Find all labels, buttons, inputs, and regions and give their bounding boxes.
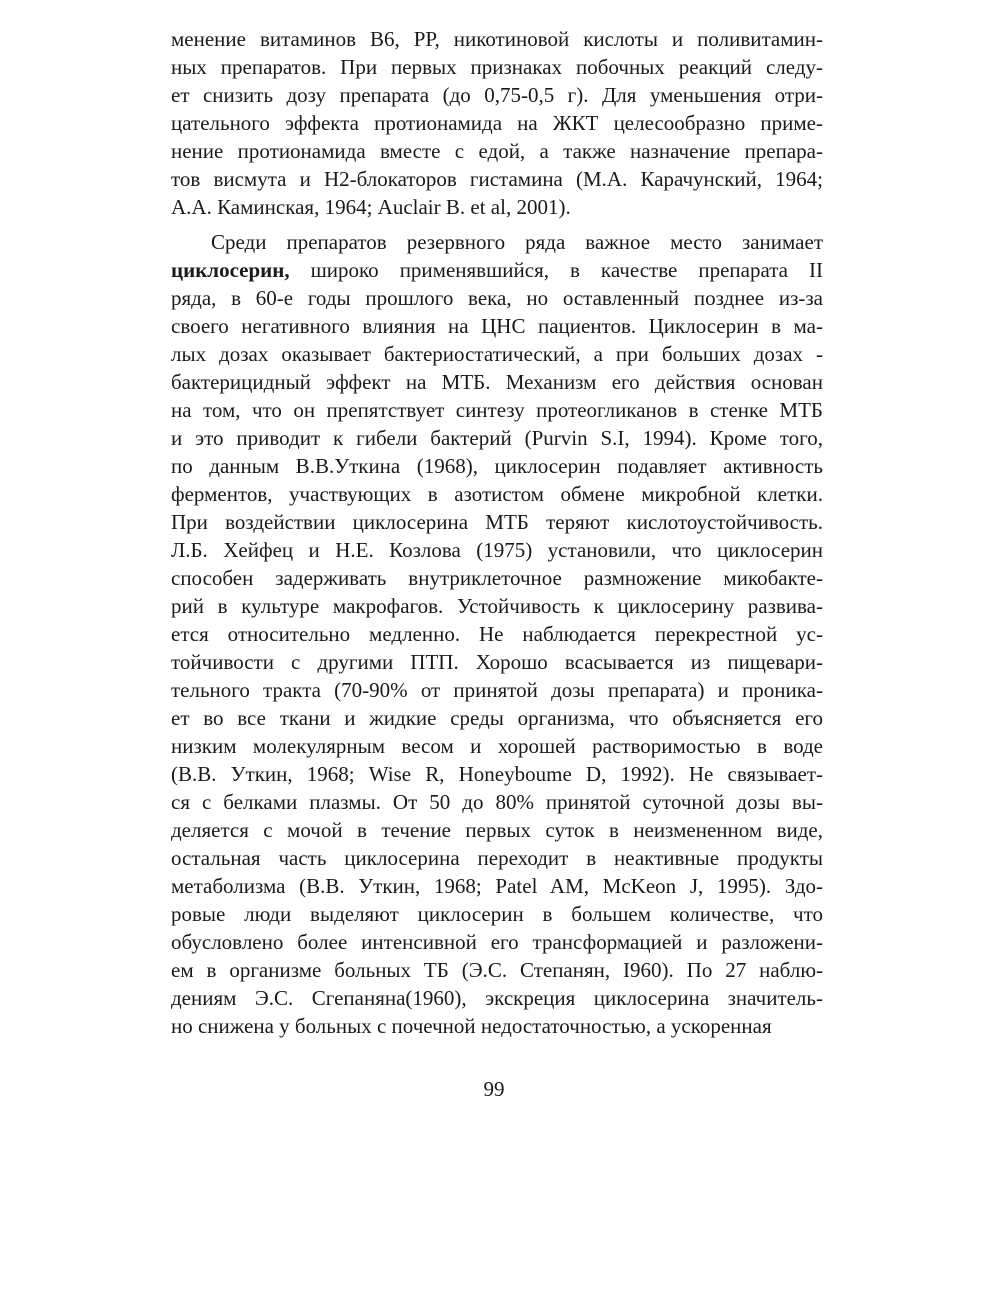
text-line: лых дозах оказывает бактериостатический, а при больших дозах - — [171, 342, 823, 366]
text-line: низким молекулярным весом и хорошей растворимостью в воде — [171, 734, 823, 758]
text-line: нение протионамида вместе с едой, а также назначение препара- — [171, 139, 823, 163]
text-line: обусловлено более интенсивной его трансформацией и разложени- — [171, 930, 823, 954]
text-line: менение витаминов В6, РР, никотиновой кислоты и поливитамин- — [171, 27, 823, 51]
text-line: ет снизить дозу препарата (до 0,75-0,5 г). Для уменьшения отри- — [171, 83, 823, 107]
text-line: ется относительно медленно. Не наблюдается перекрестной ус- — [171, 622, 823, 646]
text-line: Среди препаратов резервного ряда важное место занимает — [211, 230, 823, 254]
text-line: способен задерживать внутриклеточное размножение микобакте- — [171, 566, 823, 590]
text-line: Л.Б. Хейфец и Н.Е. Козлова (1975) установили, что циклосерин — [171, 538, 823, 562]
page-number: 99 — [483, 1077, 505, 1101]
text-line: тойчивости с другими ПТП. Хорошо всасывается из пищевари- — [171, 650, 823, 674]
text-line: тов висмута и Н2-блокаторов гистамина (М.А. Карачунский, 1964; — [171, 167, 823, 191]
text-line: своего негативного влияния на ЦНС пациентов. Циклосерин в ма- — [171, 314, 823, 338]
text-line: дениям Э.С. Сгепаняна(1960), экскреция циклосерина значитель- — [171, 986, 823, 1010]
bold-term: циклосерин, — [171, 258, 290, 282]
body-text — [171, 25, 823, 1040]
text-line: по данным В.В.Уткина (1968), циклосерин подавляет активность — [171, 454, 823, 478]
text-line — [171, 256, 823, 284]
text-line: цательного эффекта протионамида на ЖКТ целесообразно приме- — [171, 111, 823, 135]
text-line: ет во все ткани и жидкие среды организма, что объясняется его — [171, 706, 823, 730]
text-line: При воздействии циклосерина МТБ теряют кислотоустойчивость. — [171, 510, 823, 534]
text-line: и это приводит к гибели бактерий (Purvin S.I, 1994). Кроме того, — [171, 426, 823, 450]
text-line: (В.В. Уткин, 1968; Wise R, Honeyboume D, 1992). Не связывает- — [171, 762, 823, 786]
text-line: на том, что он препятствует синтезу протеогликанов в стенке МТБ — [171, 398, 823, 422]
text-line: ных препаратов. При первых признаках побочных реакций следу- — [171, 55, 823, 79]
text-line: бактерицидный эффект на МТБ. Механизм его действия основан — [171, 370, 823, 394]
paragraph-1 — [171, 25, 823, 221]
text-line: остальная часть циклосерина переходит в неактивные продукты — [171, 846, 823, 870]
text-line: А.А. Каминская, 1964; Auclair B. et al, 2001). — [171, 195, 571, 219]
text-line: метаболизма (В.В. Уткин, 1968; Patel AM, McKeon J, 1995). Здо- — [171, 874, 823, 898]
text-line: тельного тракта (70-90% от принятой дозы препарата) и проника- — [171, 678, 823, 702]
paragraph-gap — [171, 221, 823, 228]
text-line: ферментов, участвующих в азотистом обмене микробной клетки. — [171, 482, 823, 506]
text-line: ровые люди выделяют циклосерин в большем количестве, что — [171, 902, 823, 926]
text-line: ряда, в 60-е годы прошлого века, но оставленный позднее из-за — [171, 286, 823, 310]
text-line: деляется с мочой в течение первых суток в неизмененном виде, — [171, 818, 823, 842]
text-line: рий в культуре макрофагов. Устойчивость к циклосерину развива- — [171, 594, 823, 618]
paragraph-2 — [171, 228, 823, 1040]
text-line: ем в организме больных ТБ (Э.С. Степанян, I960). По 27 наблю- — [171, 958, 823, 982]
text-line: но снижена у больных с почечной недостаточностью, а ускоренная — [171, 1014, 772, 1038]
text-fragment: широко применявшийся, в качестве препарата II — [289, 258, 823, 282]
text-line: ся с белками плазмы. От 50 до 80% принятой суточной дозы вы- — [171, 790, 823, 814]
